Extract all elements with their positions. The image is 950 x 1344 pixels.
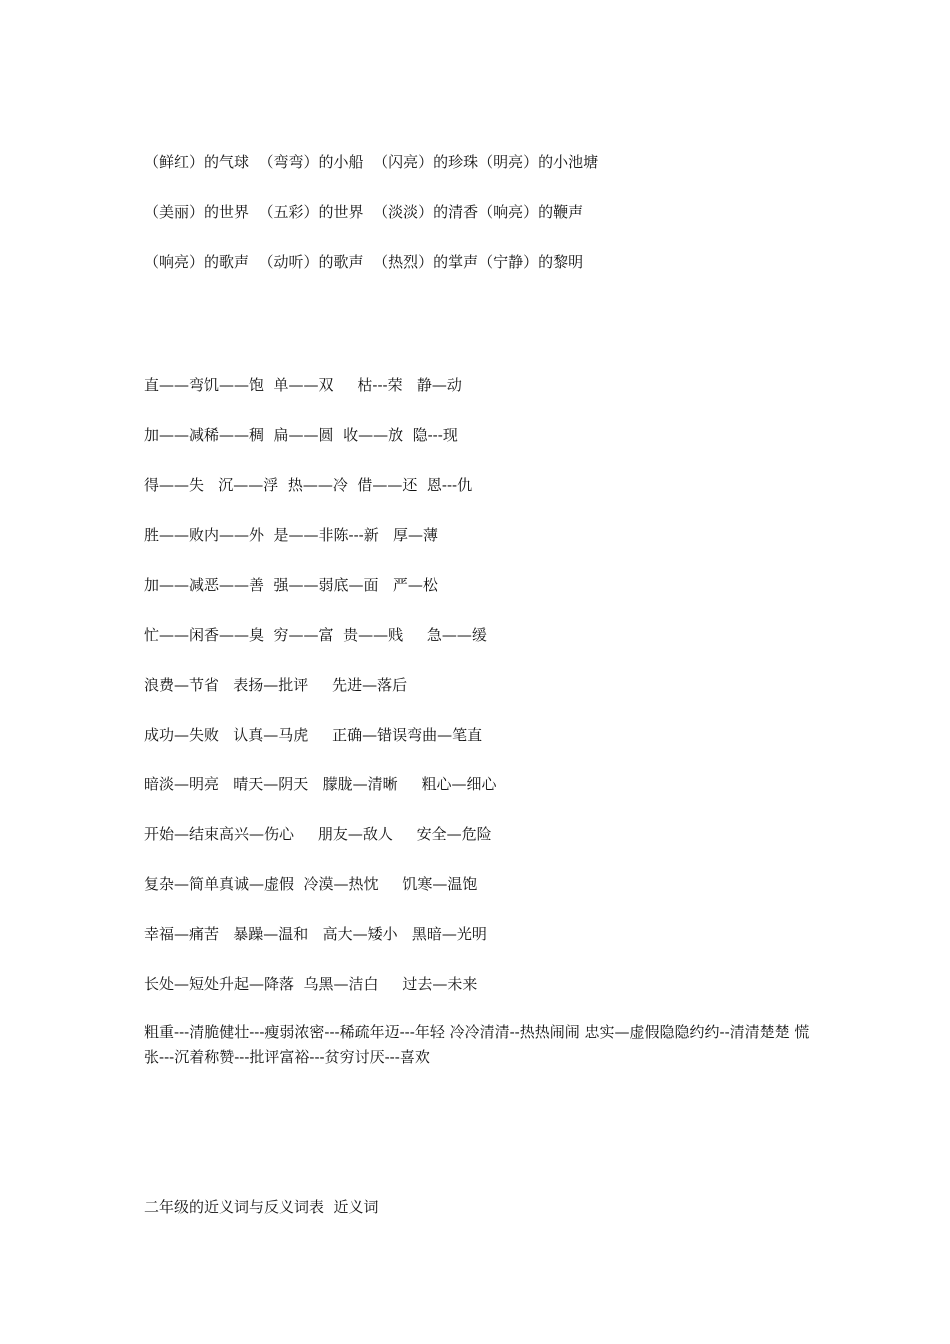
modifier-line-1: （鲜红）的气球 （弯弯）的小船 （闪亮）的珍珠（明亮）的小池塘 bbox=[144, 153, 599, 171]
antonym-line-8: 成功—失败 认真—马虎 正确—错误弯曲—笔直 bbox=[144, 726, 483, 744]
antonym-line-12: 幸福—痛苦 暴躁—温和 高大—矮小 黑暗—光明 bbox=[144, 925, 487, 943]
antonym-line-7: 浪费—节省 表扬—批评 先进—落后 bbox=[144, 676, 408, 694]
antonym-paragraph: 粗重---清脆健壮---瘦弱浓密---稀疏年迈---年轻 冷冷清清--热热闹闹 忠实—虚假隐隐约约--清清楚楚 慌张---沉着称赞---批评富裕---贫穷讨厌---喜欢 bbox=[144, 1023, 810, 1066]
antonym-line-10: 开始—结束高兴—伤心 朋友—敌人 安全—危险 bbox=[144, 825, 492, 843]
antonym-line-6: 忙——闲香——臭 穷——富 贵——贱 急——缓 bbox=[144, 626, 487, 644]
antonym-line-1: 直——弯饥——饱 单——双 枯---荣 静—动 bbox=[144, 376, 462, 394]
antonym-line-5: 加——减恶——善 强——弱底—面 严—松 bbox=[144, 576, 438, 594]
section-heading: 二年级的近义词与反义词表 近义词 bbox=[144, 1198, 379, 1216]
modifier-line-2: （美丽）的世界 （五彩）的世界 （淡淡）的清香（响亮）的鞭声 bbox=[144, 203, 584, 221]
modifier-line-3: （响亮）的歌声 （动听）的歌声 （热烈）的掌声（宁静）的黎明 bbox=[144, 253, 584, 271]
antonym-line-11: 复杂—简单真诚—虚假 冷漠—热忱 饥寒—温饱 bbox=[144, 875, 478, 893]
antonym-line-4: 胜——败内——外 是——非陈---新 厚—薄 bbox=[144, 526, 439, 544]
antonym-line-2: 加——减稀——稠 扁——圆 收——放 隐---现 bbox=[144, 426, 458, 444]
antonym-line-9: 暗淡—明亮 晴天—阴天 朦胧—清晰 粗心—细心 bbox=[144, 775, 497, 793]
antonym-line-3: 得——失 沉——浮 热——冷 借——还 恩---仇 bbox=[144, 476, 473, 494]
antonym-line-13: 长处—短处升起—降落 乌黑—洁白 过去—未来 bbox=[144, 975, 478, 993]
